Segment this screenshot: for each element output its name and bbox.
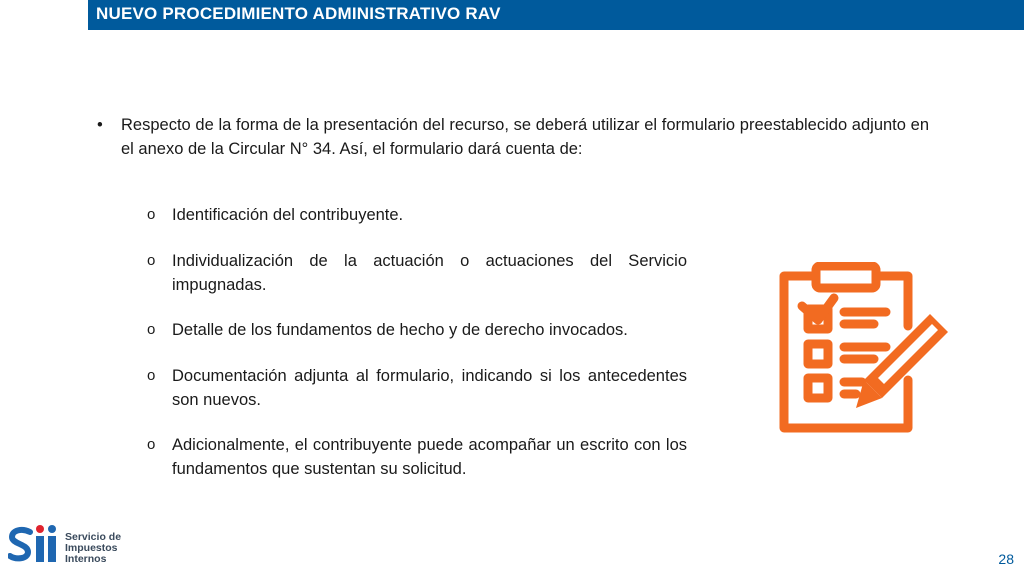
list-item-text: Adicionalmente, el contribuyente puede acompañar un escrito con los fundamentos que sustentan su solicitud.	[172, 436, 687, 478]
slide-title: NUEVO PROCEDIMIENTO ADMINISTRATIVO RAV	[96, 4, 501, 23]
sii-logo-text	[65, 532, 121, 565]
sub-bullet-marker: o	[147, 206, 156, 223]
intro-bullet-paragraph	[97, 113, 929, 161]
list-item-text: Detalle de los fundamentos de hecho y de derecho invocados.	[172, 321, 628, 339]
list-item	[147, 318, 687, 342]
bullet-marker: •	[97, 116, 103, 134]
sub-bullet-marker: o	[147, 321, 156, 338]
list-item	[147, 433, 687, 481]
list-item-text: Identificación del contribuyente.	[172, 206, 404, 224]
sub-bullet-marker: o	[147, 367, 156, 384]
list-item	[147, 249, 687, 297]
list-item	[147, 203, 687, 227]
page-number: 28	[998, 551, 1014, 567]
logo-line-3: Internos	[65, 553, 107, 565]
list-item-text: Individualización de la actuación o actuaciones del Servicio impugnadas.	[172, 252, 687, 294]
sub-bullet-marker: o	[147, 252, 156, 269]
intro-text: Respecto de la forma de la presentación del recurso, se deberá utilizar el formulario preestablecido adjunto en el anexo de la Circular N° 34. Así, el formulario dará cuenta de:	[121, 116, 929, 158]
clipboard-checklist-icon	[772, 262, 956, 438]
sub-bullet-marker: o	[147, 436, 156, 453]
logo-line-2: Impuestos	[65, 542, 118, 554]
list-item	[147, 364, 687, 412]
logo-line-1: Servicio de	[65, 531, 122, 543]
list-item-text: Documentación adjunta al formulario, indicando si los antecedentes son nuevos.	[172, 367, 687, 409]
